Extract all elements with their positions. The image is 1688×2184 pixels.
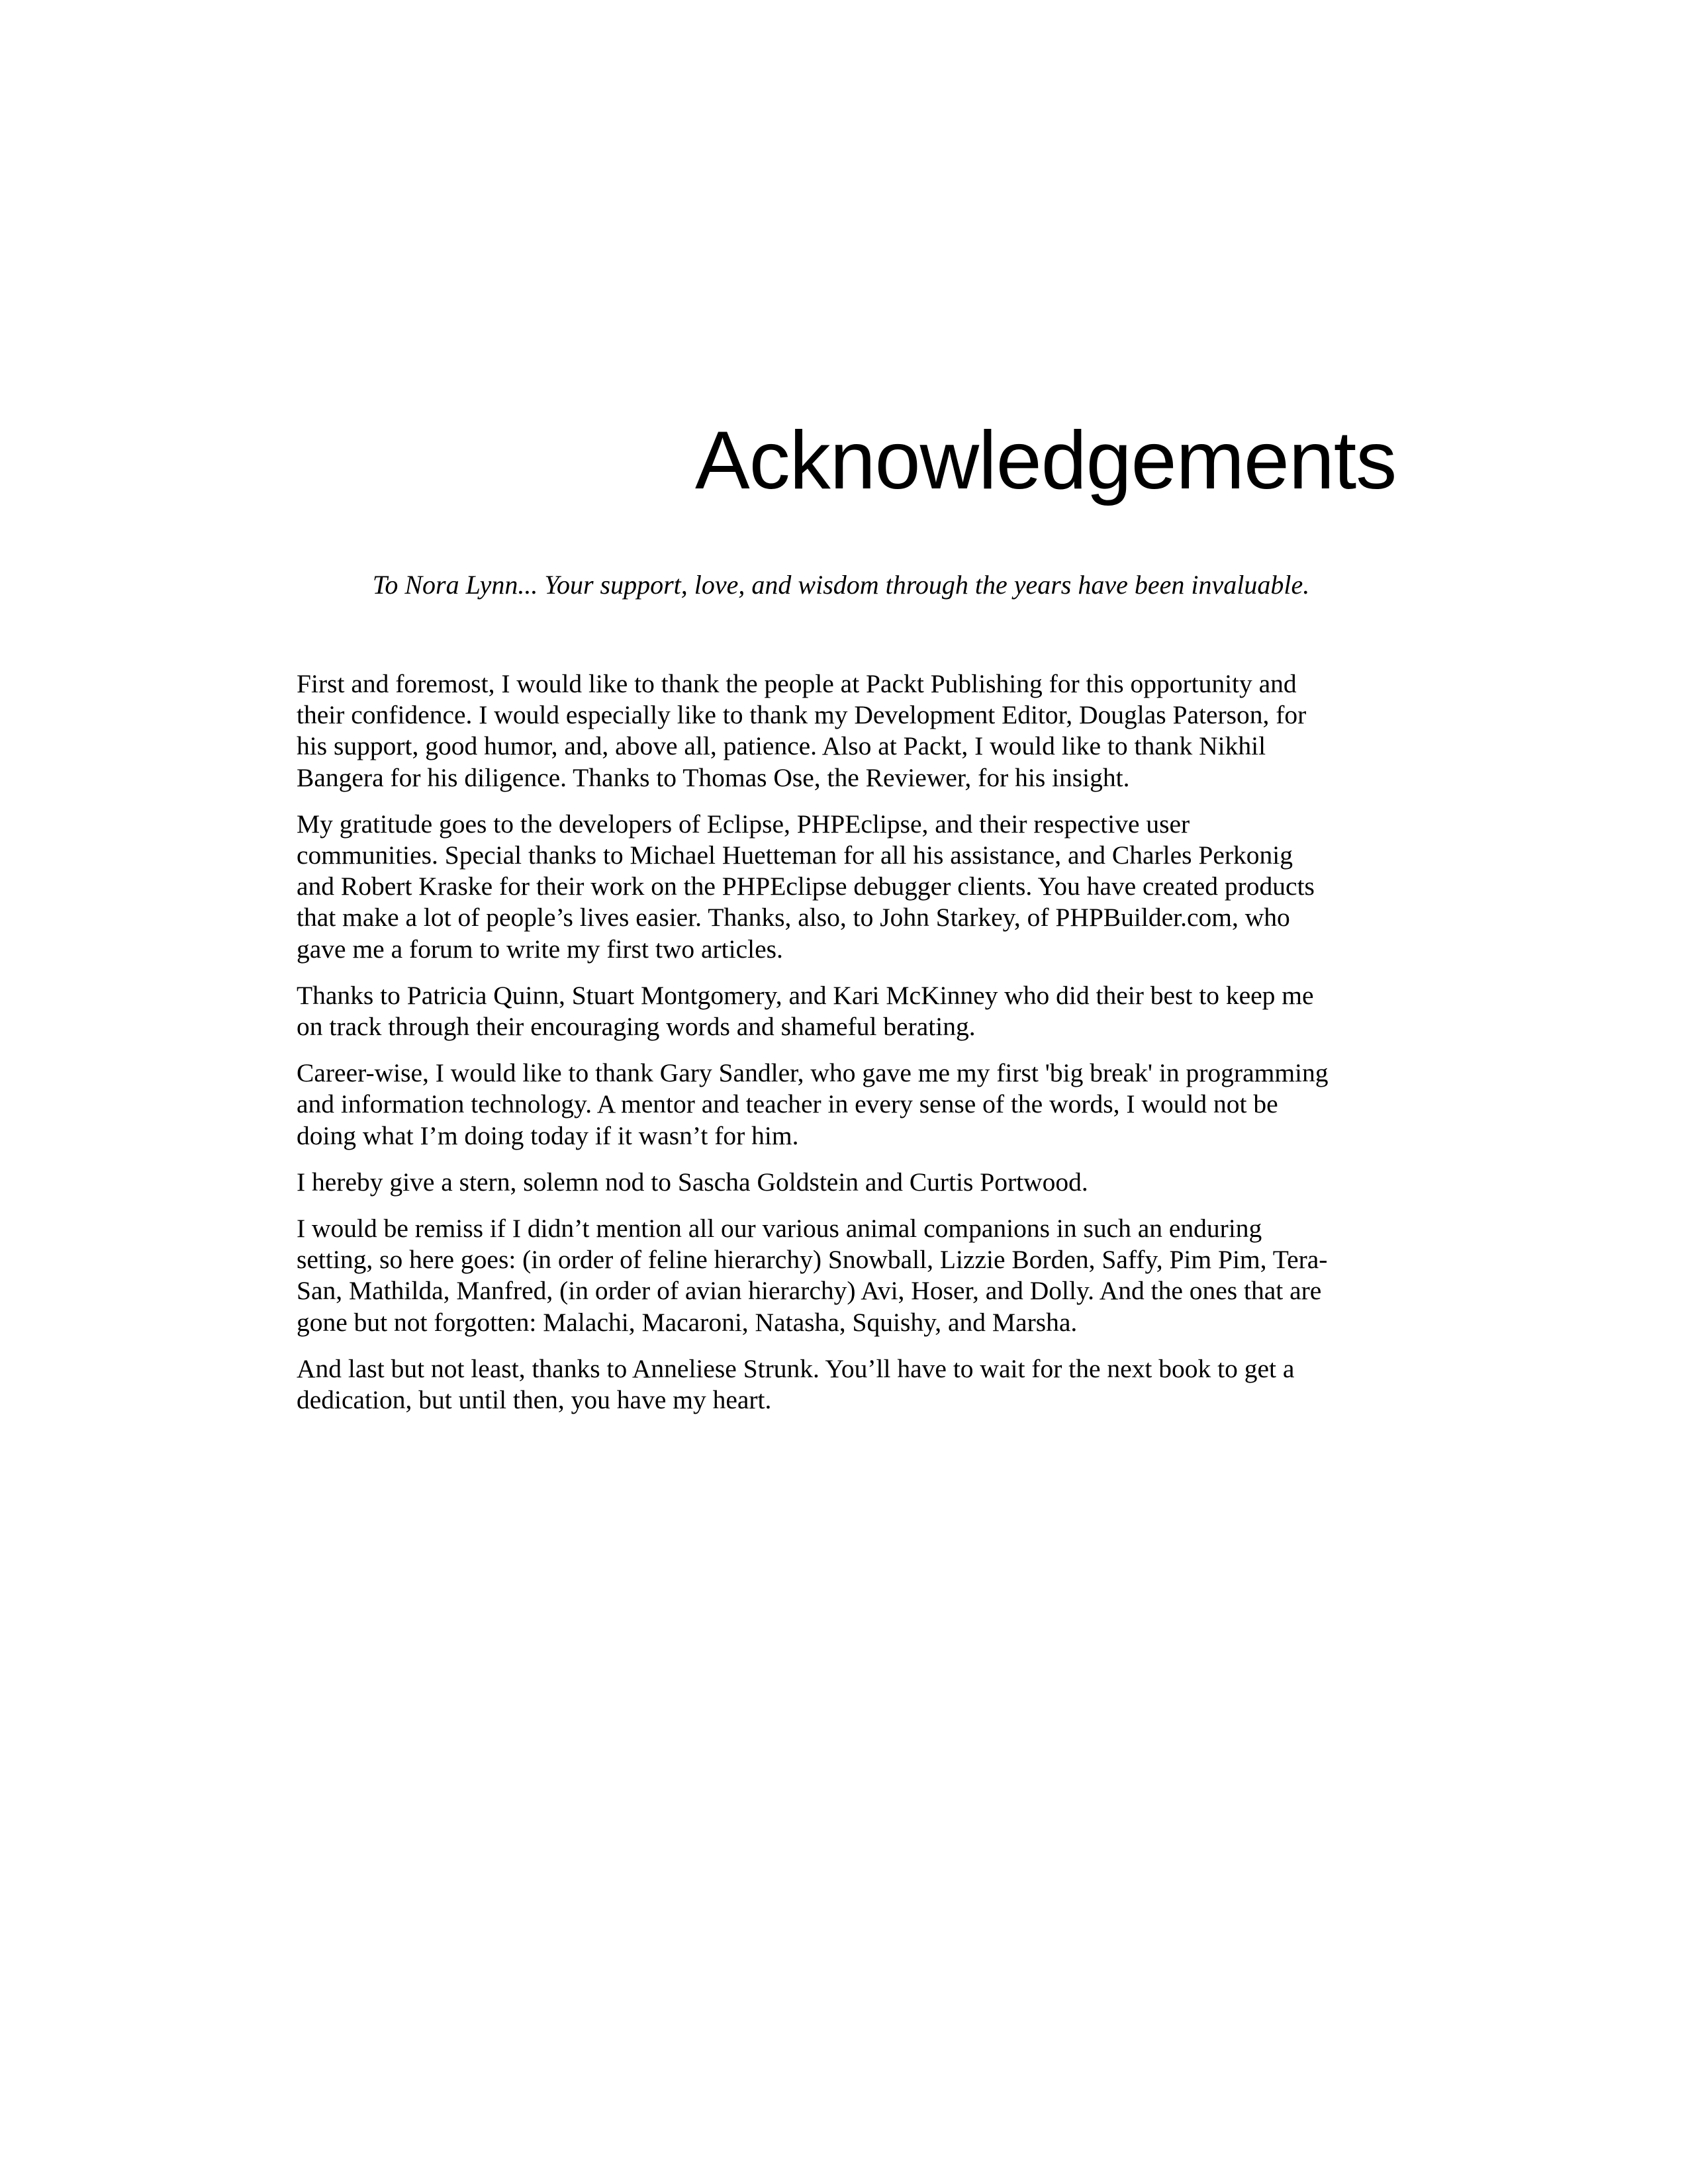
text-line: I hereby give a stern, solemn nod to Sascha Goldstein and Curtis Portwood.	[297, 1167, 1088, 1197]
text-line: My gratitude goes to the developers of Eclipse, PHPEclipse, and their respective user	[297, 809, 1190, 839]
page-title: Acknowledgements	[695, 415, 1397, 507]
text-line: dedication, but until then, you have my heart.	[297, 1385, 772, 1415]
paragraph-packt-thanks	[297, 668, 1385, 794]
text-line: San, Mathilda, Manfred, (in order of avian hierarchy) Avi, Hoser, and Dolly. And the ones that are	[297, 1276, 1322, 1306]
text-line: And last but not least, thanks to Anneliese Strunk. You’ll have to wait for the next book to get a	[297, 1353, 1295, 1383]
paragraph-encouragement	[297, 980, 1385, 1042]
text-line: I would be remiss if I didn’t mention all our various animal companions in such an enduring	[297, 1214, 1262, 1244]
text-line: Thanks to Patricia Quinn, Stuart Montgomery, and Kari McKinney who did their best to keep me	[297, 980, 1314, 1010]
text-line: Career-wise, I would like to thank Gary Sandler, who gave me my first 'big break' in programming	[297, 1058, 1329, 1088]
text-line: on track through their encouraging words and shameful berating.	[297, 1012, 976, 1042]
text-line: that make a lot of people’s lives easier. Thanks, also, to John Starkey, of PHPBuilder.com, who	[297, 903, 1290, 933]
text-line: communities. Special thanks to Michael Huetteman for all his assistance, and Charles Perkonig	[297, 841, 1293, 870]
text-line: gave me a forum to write my first two articles.	[297, 934, 783, 964]
paragraph-animal-companions	[297, 1213, 1385, 1338]
text-line: First and foremost, I would like to thank the people at Packt Publishing for this opportunity and	[297, 669, 1297, 698]
text-line: and Robert Kraske for their work on the PHPEclipse debugger clients. You have created products	[297, 872, 1315, 901]
paragraph-closing	[297, 1353, 1385, 1416]
paragraph-career	[297, 1058, 1385, 1152]
dedication-line: To Nora Lynn... Your support, love, and wisdom through the years have been invaluable.	[372, 570, 1310, 600]
text-line: setting, so here goes: (in order of feline hierarchy) Snowball, Lizzie Borden, Saffy, Pim Pim, Tera-	[297, 1245, 1328, 1275]
text-line: his support, good humor, and, above all, patience. Also at Packt, I would like to thank Nikhil	[297, 731, 1266, 761]
paragraph-eclipse-developers	[297, 809, 1385, 965]
text-line: Bangera for his diligence. Thanks to Thomas Ose, the Reviewer, for his insight.	[297, 762, 1130, 792]
text-line: their confidence. I would especially like to thank my Development Editor, Douglas Paterson, for	[297, 700, 1307, 730]
paragraph-nod	[297, 1167, 1385, 1198]
text-line: doing what I’m doing today if it wasn’t for him.	[297, 1120, 799, 1150]
text-line: gone but not forgotten: Malachi, Macaroni, Natasha, Squishy, and Marsha.	[297, 1307, 1078, 1337]
acknowledgements-body	[297, 668, 1385, 1431]
text-line: and information technology. A mentor and teacher in every sense of the words, I would not be	[297, 1089, 1278, 1119]
